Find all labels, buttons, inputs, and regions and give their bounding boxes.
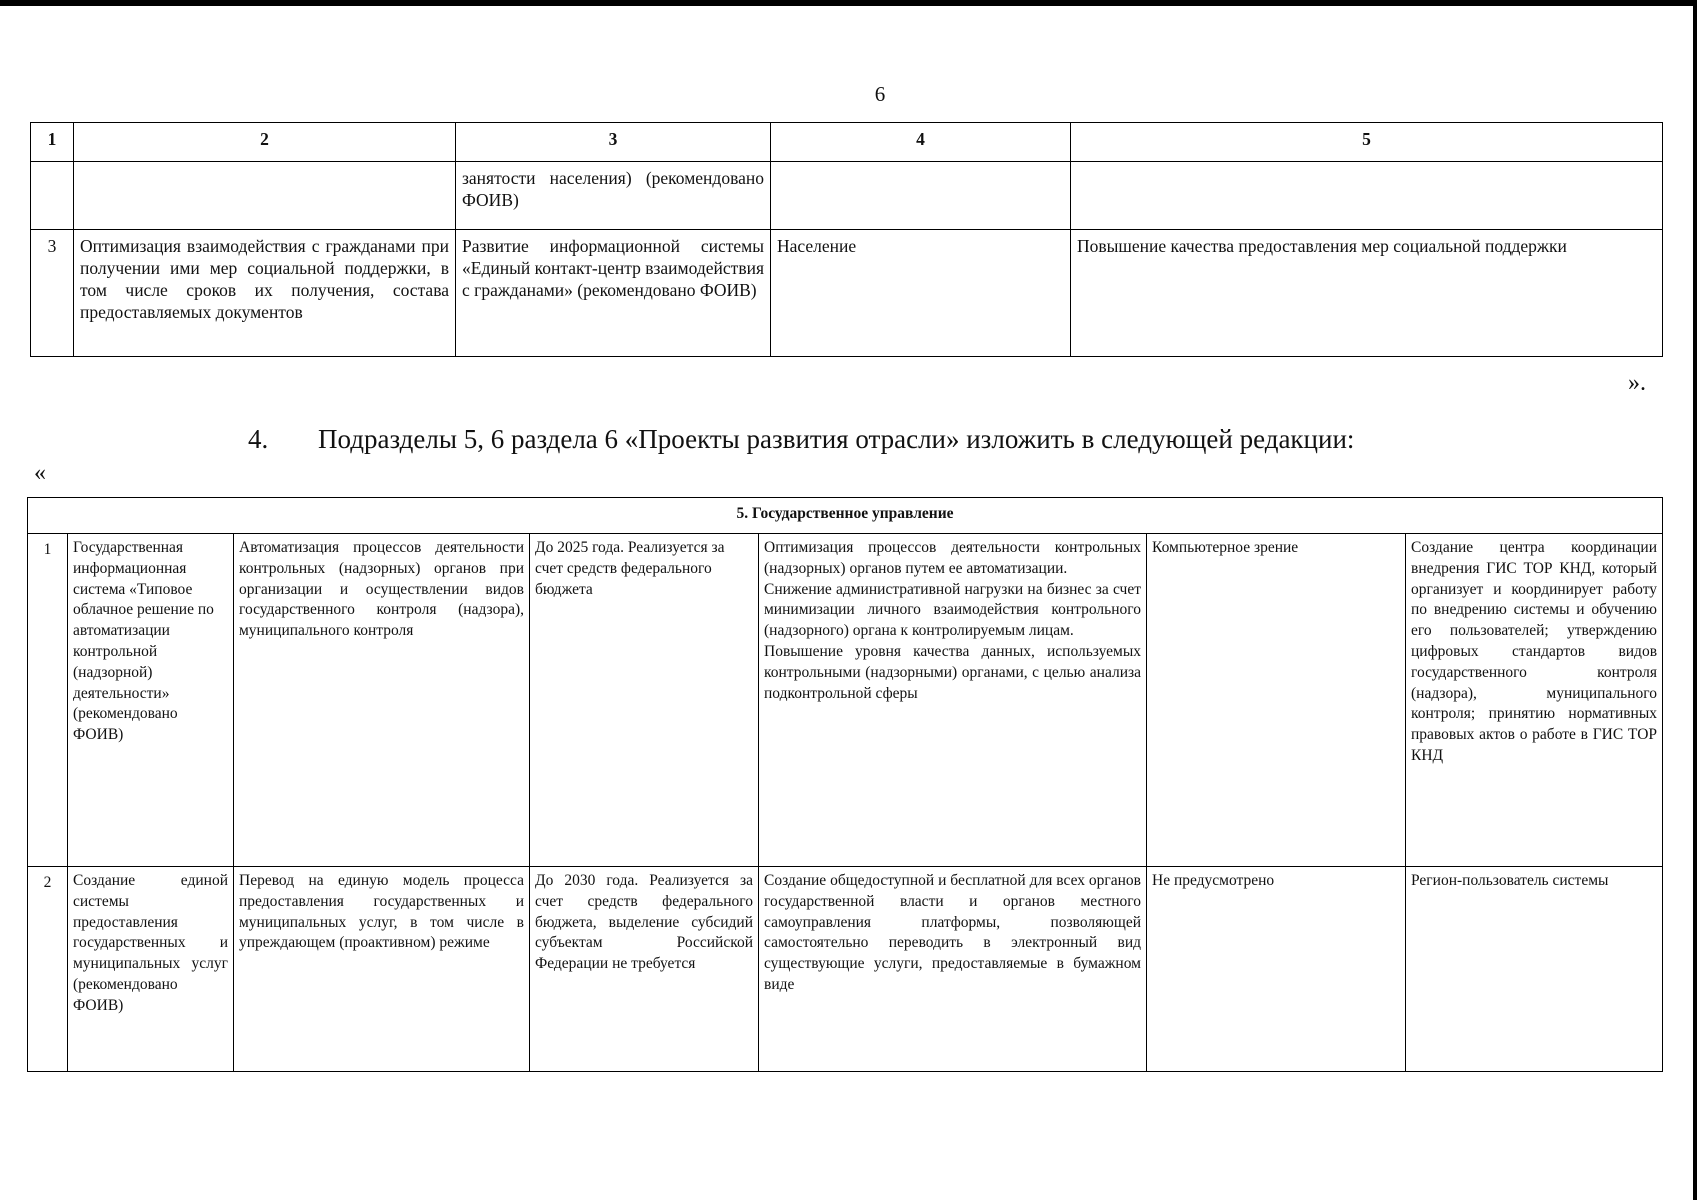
header-cell: 1	[31, 123, 74, 162]
row-number: 1	[28, 534, 68, 867]
header-cell: 2	[74, 123, 456, 162]
cell-target-group: Население	[771, 230, 1071, 357]
cell-technology: Не предусмотрено	[1147, 867, 1406, 1072]
cell-deadline-funding: До 2030 года. Реализуется за счет средств федерального бюджета, выделение субсидий субъектам Российской Федерации не требуется	[530, 867, 759, 1072]
cell-actions: Регион-пользователь системы	[1406, 867, 1663, 1072]
table-header-row	[31, 123, 1663, 162]
header-cell: 4	[771, 123, 1071, 162]
continuation-table	[30, 122, 1663, 357]
cell-actions: Создание центра координации внедрения ГИС ТОР КНД, который организует и координирует работу по внедрению системы и обучению его пользователей; утверждению цифровых стандартов видов государственного контроля (надзора), муниципального контроля; принятию нормативных правовых актов о работе в ГИС ТОР КНД	[1406, 534, 1663, 867]
header-cell: 5	[1071, 123, 1663, 162]
page-number: 6	[874, 82, 886, 106]
cell-objective: Оптимизация взаимодействия с гражданами при получении ими мер социальной поддержки, в том числе сроков их получения, состава предоставляемых документов	[74, 230, 456, 357]
effect-paragraph: Оптимизация процессов деятельности контрольных (надзорных) органов путем ее автоматизации.	[764, 539, 1141, 577]
table-row	[31, 230, 1663, 357]
row-number: 2	[28, 867, 68, 1072]
cell-technology: Компьютерное зрение	[1147, 534, 1406, 867]
section-banner-row	[28, 498, 1663, 534]
row-number	[31, 162, 74, 230]
cell-goal: Перевод на единую модель процесса предоставления государственных и муниципальных услуг, в том числе в упреждающем (проактивном) режиме	[234, 867, 530, 1072]
cell-result: Повышение качества предоставления мер социальной поддержки	[1071, 230, 1663, 357]
cell-deadline-funding: До 2025 года. Реализуется за счет средств федерального бюджета	[530, 534, 759, 867]
header-cell: 3	[456, 123, 771, 162]
cell-target-group	[771, 162, 1071, 230]
scan-top-edge	[0, 0, 1697, 6]
table-row	[28, 534, 1663, 867]
scan-right-edge	[1693, 0, 1697, 1200]
projects-table	[27, 497, 1663, 1072]
cell-project: занятости населения) (рекомендовано ФОИВ)	[456, 162, 771, 230]
closing-quote: ».	[1628, 370, 1646, 396]
cell-system-name: Создание единой системы предоставления государственных и муниципальных услуг (рекомендовано ФОИВ)	[68, 867, 234, 1072]
table-row	[31, 162, 1663, 230]
effect-paragraph: Снижение административной нагрузки на бизнес за счет минимизации личного взаимодействия контрольного (надзорного) органа к контролируемым лицам.	[764, 580, 1141, 640]
row-number: 3	[31, 230, 74, 357]
table-row	[28, 867, 1663, 1072]
opening-quote: «	[34, 460, 46, 486]
cell-effects	[759, 534, 1147, 867]
section-number: 4.	[248, 424, 269, 454]
section-text: Подразделы 5, 6 раздела 6 «Проекты развития отрасли» изложить в следующей редакции:	[318, 424, 1355, 454]
cell-goal: Автоматизация процессов деятельности контрольных (надзорных) органов при организации и осуществлении видов государственного контроля (надзора), муниципального контроля	[234, 534, 530, 867]
section-instruction	[248, 424, 1354, 455]
cell-system-name: Государственная информационная система «Типовое облачное решение по автоматизации контрольной (надзорной) деятельности» (рекомендовано ФОИВ)	[68, 534, 234, 867]
cell-result	[1071, 162, 1663, 230]
effect-paragraph: Повышение уровня качества данных, используемых контрольными (надзорными) органами, с целью анализа подконтрольной сферы	[764, 642, 1141, 702]
section-banner: 5. Государственное управление	[28, 498, 1663, 534]
cell-project: Развитие информационной системы «Единый контакт-центр взаимодействия с гражданами» (рекомендовано ФОИВ)	[456, 230, 771, 357]
cell-objective	[74, 162, 456, 230]
cell-effects: Создание общедоступной и бесплатной для всех органов государственной власти и органов местного самоуправления платформы, позволяющей самостоятельно переводить в электронный вид существующие услуги, предоставляемые в бумажном виде	[759, 867, 1147, 1072]
